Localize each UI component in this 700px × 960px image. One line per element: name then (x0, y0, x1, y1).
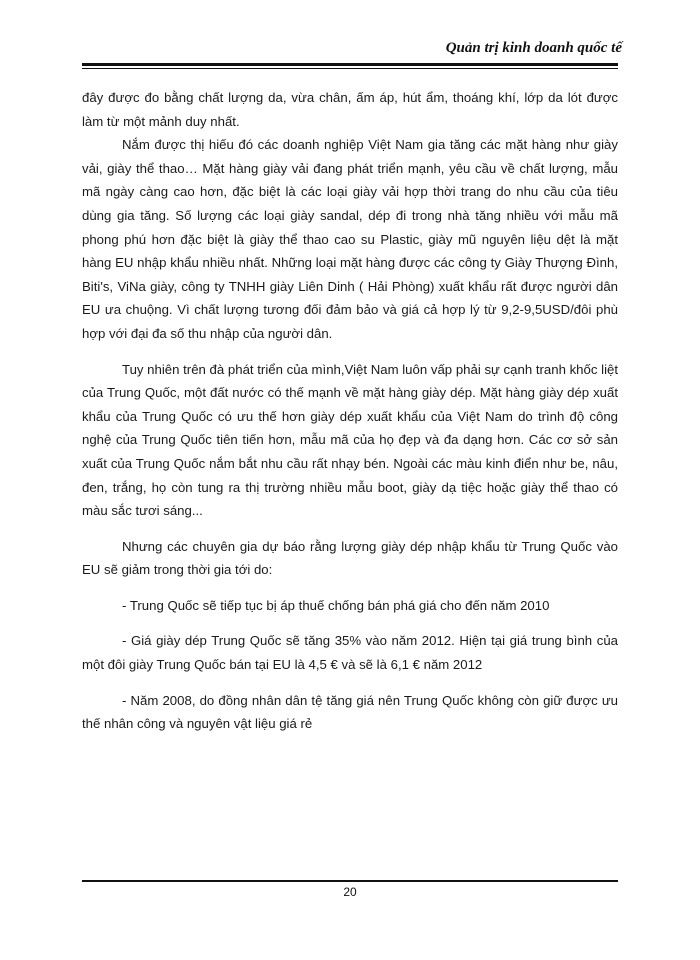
header-divider (82, 63, 618, 69)
paragraph-continuation: đây được đo bằng chất lượng da, vừa chân, ấm áp, hút ẩm, thoáng khí, lớp da lót được làm từ một mảnh duy nhất. (82, 90, 618, 129)
footer-divider (82, 880, 618, 882)
list-item-currency: - Năm 2008, do đồng nhân dân tệ tăng giá nên Trung Quốc không còn giữ được ưu thế nhân công và nguyên vật liệu giá rẻ (82, 692, 618, 732)
page-body (82, 86, 618, 736)
header-title: Quản trị kinh doanh quốc tế (445, 40, 622, 56)
paragraph-forecast-intro: Nhưng các chuyên gia dự báo rằng lượng giày dép nhập khẩu từ Trung Quốc vào EU sẽ giảm trong thời gia tới do: (82, 538, 618, 578)
page-number: 20 (343, 885, 357, 899)
paragraph-vietnam-products: Nắm được thị hiếu đó các doanh nghiệp Việt Nam gia tăng các mặt hàng như giày vải, giày thể thao… Mặt hàng giày vải đang phát triển mạnh, yêu cầu về chất lượng, mẫu mã ngày càng cao hơn, đặc biệt là các loại giày vải hợp thời trang do nhu cầu của tiêu dùng gia tăng. Số lượng các loại giày sandal, dép đi trong nhà tăng nhiều với mẫu mã phong phú hơn đặc biệt là giày thể thao cao su Plastic, giày mũ nguyên liệu dệt là mặt hàng EU nhập khẩu nhiều nhất. Những loại mặt hàng được các công ty Giày Thượng Đình, Biti's, ViNa giày, công ty TNHH giày Liên Dinh ( Hải Phòng) xuất khẩu rất được người dân EU ưa chuộng. Vì chất lượng tương đối đảm bảo và giá cả hợp lý từ 9,2-9,5USD/đôi phù hợp với đại đa số thu nhập của người dân. (82, 137, 618, 341)
list-item-antidumping: - Trung Quốc sẽ tiếp tục bị áp thuế chống bán phá giá cho đến năm 2010 (122, 597, 550, 613)
list-item-price-increase: - Giá giày dép Trung Quốc sẽ tăng 35% vào năm 2012. Hiện tại giá trung bình của một đôi giày Trung Quốc bán tại EU là 4,5 € và sẽ là 6,1 € năm 2012 (82, 633, 618, 673)
paragraph-china-competition: Tuy nhiên trên đà phát triển của mình,Việt Nam luôn vấp phải sự cạnh tranh khốc liệt của Trung Quốc, một đất nước có thế mạnh về mặt hàng giày dép. Mặt hàng giày dép xuất khẩu của Trung Quốc có ưu thế hơn giày dép xuất khẩu của Việt Nam do trình độ công nghệ của Trung Quốc tiên tiến hơn, mẫu mã của họ đẹp và đa dạng hơn. Các cơ sở sản xuất của Trung Quốc nắm bắt nhu cầu rất nhạy bén. Ngoài các màu kinh điển như be, nâu, đen, trắng, họ còn tung ra thị trường nhiều mẫu boot, giày dạ tiệc hoặc giày thể thao có màu sắc tươi sáng... (82, 361, 618, 519)
